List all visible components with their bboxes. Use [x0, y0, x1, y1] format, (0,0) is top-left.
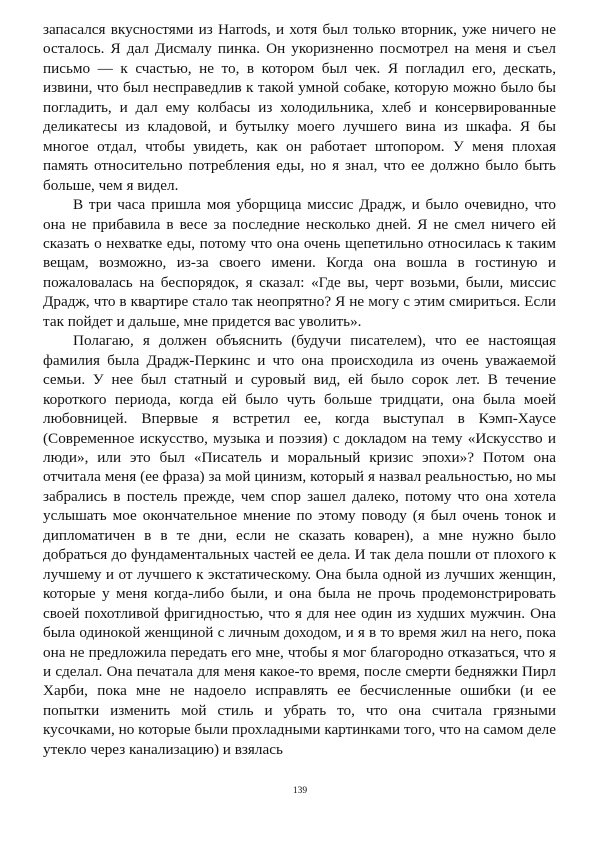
page-body [43, 20, 556, 759]
page-number: 139 [292, 786, 308, 796]
paragraph-1: запасался вкусностями из Harrods, и хотя был только вторник, уже ничего не осталось. Я дал Дисмалу пинка. Он укоризненно посмотрел на меня и съел письмо — к счастью, не то, в котором был чек. Я погладил его, дескать, извини, что был несправедлив к такой умной собаке, которую можно было бы погладить, и дал ему колбасы из холодильника, хлеб и консервированные деликатесы из кладовой, и бутылку моего лучшего вина из шкафа. Я бы многое отдал, чтобы увидеть, как он работает штопором. У меня плохая память относительно потребления еды, но я знал, что ее должно было быть больше, чем я видел. [43, 21, 556, 194]
paragraph-2: В три часа пришла моя уборщица миссис Драдж, и было очевидно, что она не прибавила в весе за последние несколько дней. Я не смел ничего ей сказать о нехватке еды, потому что она очень щепетильно относилась к таким вещам, возможно, из-за своего имени. Когда она вошла в гостиную и пожаловалась на беспорядок, я сказал: «Где вы, черт возьми, были, миссис Драдж, что в квартире стало так неопрятно? Я не могу с этим смириться. Если так пойдет и дальше, мне придется вас уволить». [43, 196, 556, 330]
paragraph-3: Полагаю, я должен объяснить (будучи писателем), что ее настоящая фамилия была Драдж-Перкинс и что она происходила из очень уважаемой семьи. У нее был статный и суровый вид, ей было сорок лет. В течение короткого периода, когда ей было чуть больше тридцати, она была моей любовницей. Впервые я встретил ее, когда выступал в Кэмп-Хаусе (Современное искусство, музыка и поэзия) с докладом на тему «Искусство и люди», или это был «Писатель и моральный кризис эпохи»? Потом она отчитала меня (ее фраза) за мой цинизм, который я назвал реальностью, но мы забрались в постель прежде, чем спор зашел далеко, потому что она хотела услышать мое окончательное мнение по этому поводу (я был очень тонок и дипломатичен в в те дни, если не сказать коварен), а мне нужно было добраться до фундаментальных частей ее дела. И так дела пошли от плохого к лучшему и от лучшего к экстатическому. Она была одной из лучших женщин, которые у меня когда-либо были, и она была не прочь продемонстрировать своей похотливой фригидностью, что я для нее один из худших мужчин. Она была одинокой женщиной с личным доходом, и я в то время жил на него, пока она не предложила передать его мне, чтобы я мог благородно отказаться, что я и сделал. Она печатала для меня какое-то время, после смерти бедняжки Пирл Харби, пока мне не надоело исправлять ее бесчисленные ошибки (и ее попытки изменить мой стиль и убрать то, что она считала грязными кусочками, но которые были прохладными картинками того, что на самом деле утекло через канализацию) и взялась [43, 332, 556, 758]
